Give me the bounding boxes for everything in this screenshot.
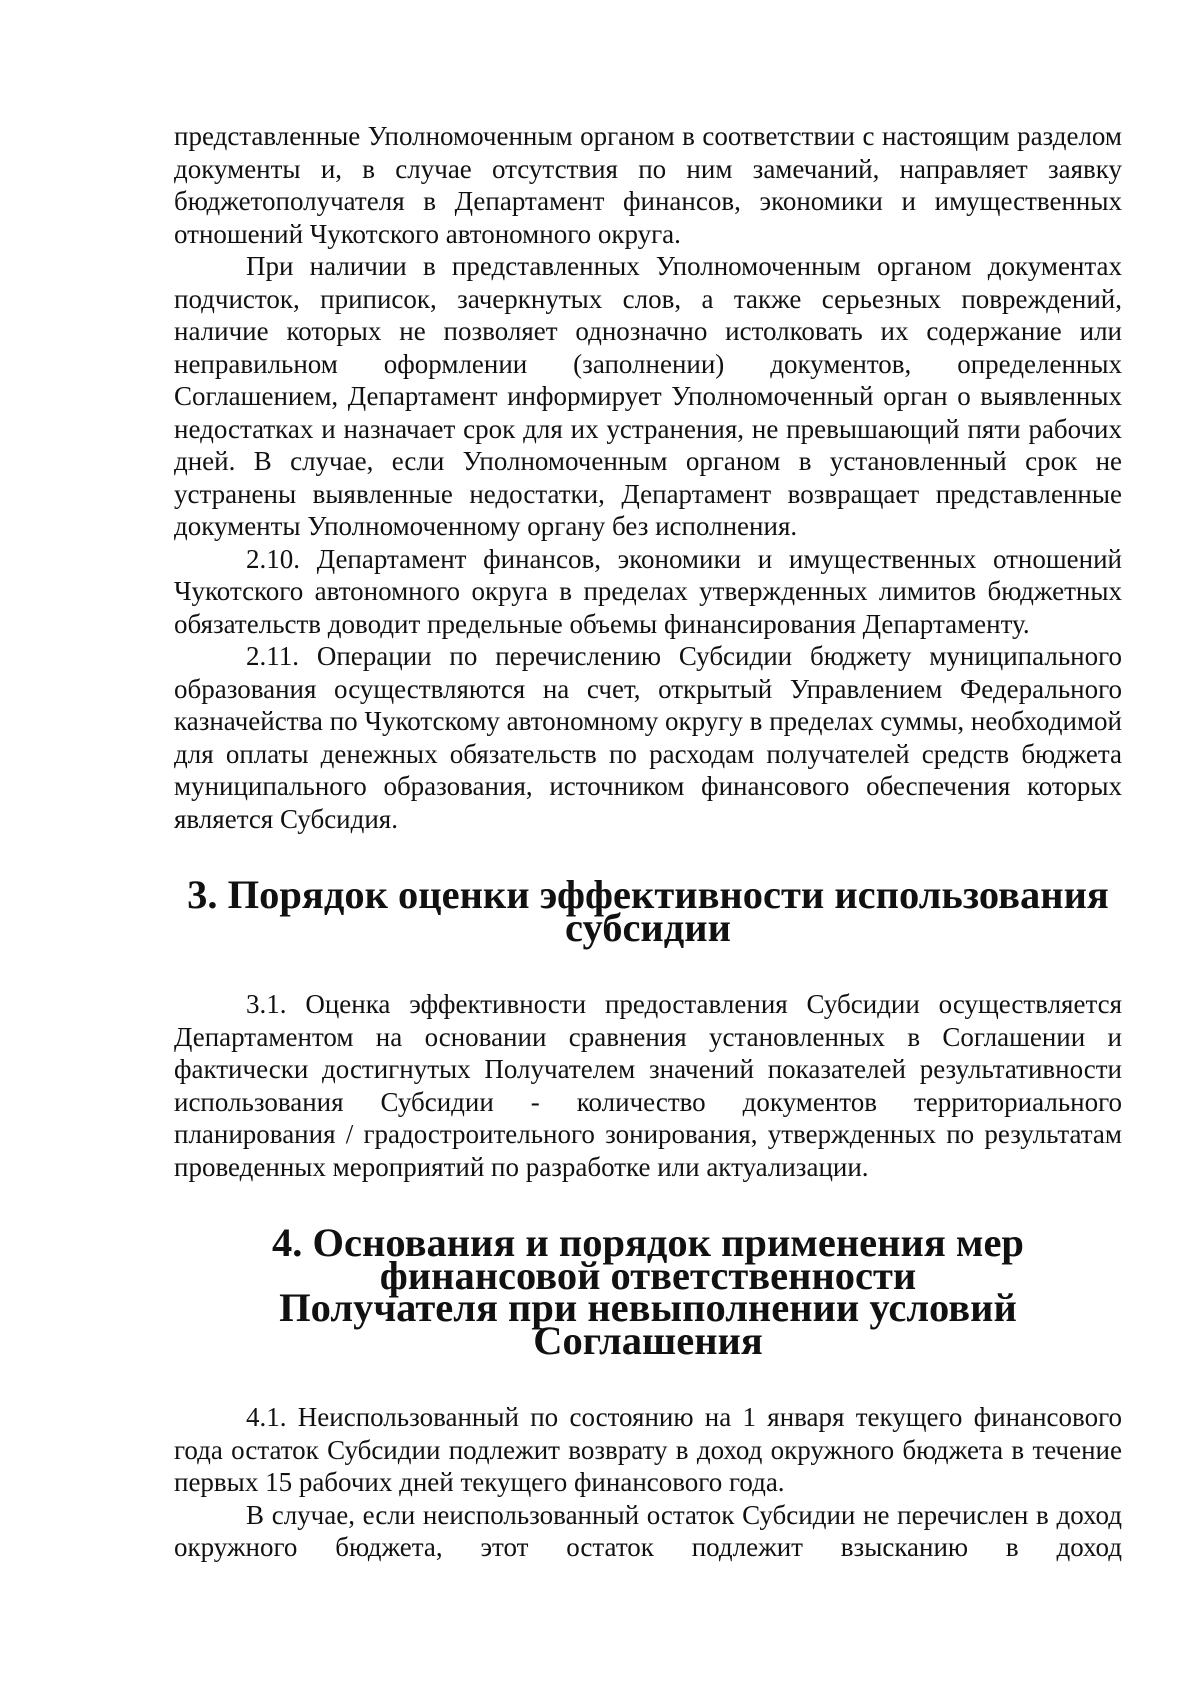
section-3-heading: 3. Порядок оценки эффективности использования субсидии [187, 872, 1109, 950]
section-4-heading [174, 1220, 1122, 1363]
paragraph-4-1: 4.1. Неиспользованный по состоянию на 1 января текущего финансового года остаток Субсидии подлежит возврату в доход окружного бюджета в течение первых 15 рабочих дней текущего финансового года. [174, 1402, 1122, 1497]
paragraph-continuation: представленные Уполномоченным органом в соответствии с настоящим разделом документы и, в случае отсутствия по ним замечаний, направляет заявку бюджетополучателя в Департамент финансов, экономики и имущественных отношений Чукотского автономного округа. [174, 121, 1122, 249]
spacer [174, 1357, 1122, 1401]
paragraph-2-10: 2.10. Департамент финансов, экономики и имущественных отношений Чукотского автономного округа в пределах утвержденных лимитов бюджетных обязательств доводит предельные объемы финансирования Департаменту. [174, 543, 1122, 639]
document-body [174, 120, 1122, 1564]
paragraph-recovery: В случае, если неиспользованный остаток Субсидии не перечислен в доход окружного бюджета, этот остаток подлежит взысканию в доход [174, 1499, 1122, 1562]
spacer [174, 944, 1122, 988]
paragraph-2-11: 2.11. Операции по перечислению Субсидии бюджету муниципального образования осуществляются на счет, открытый Управлением Федерального казначейства по Чукотскому автономному округу в пределах суммы, необходимой для оплаты денежных обязательств по расходам получателей средств бюджета муниципального образования, источником финансового обеспечения которых является Субсидия. [174, 641, 1122, 834]
section-4-heading-line-1: 4. Основания и порядок применения мер финансовой ответственности [272, 1220, 1024, 1298]
paragraph-deficiencies: При наличии в представленных Уполномоченным органом документах подчисток, приписок, зачеркнутых слов, а также серьезных повреждений, наличие которых не позволяет однозначно истолковать их содержание или неправильном оформлении (заполнении) документов, определенных Соглашением, Департамент информирует Уполномоченный орган о выявленных недостатках и назначает срок для их устранения, не превышающий пяти рабочих дней. В случае, если Уполномоченным органом в установленный срок не устранены выявленные недостатки, Департамент возвращает представленные документы Уполномоченному органу без исполнения. [174, 251, 1122, 541]
paragraph-3-1: 3.1. Оценка эффективности предоставления Субсидии осуществляется Департаментом на основании сравнения установленных в Соглашении и фактически достигнутых Получателем значений показателей результативности использования Субсидии - количество документов территориального планирования / градостроительного зонирования, утвержденных по результатам проведенных мероприятий по разработке или актуализации. [174, 989, 1122, 1182]
section-4-heading-line-2: Получателя при невыполнении условий Соглашения [279, 1285, 1017, 1363]
